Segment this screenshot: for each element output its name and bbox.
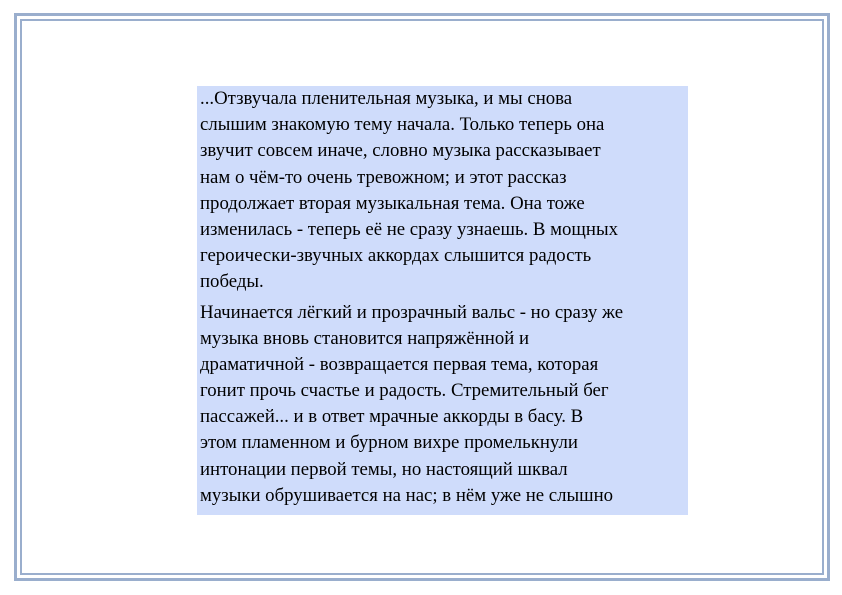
text-line: изменилась - теперь её не сразу узнаешь. В мощных	[200, 218, 618, 240]
text-line: музыки обрушивается на нас; в нём уже не слышно	[200, 484, 614, 506]
text-line: героически-звучных аккордах слышится радость	[200, 245, 592, 267]
text-line: продолжает вторая музыкальная тема. Она тоже	[200, 192, 585, 214]
text-line: интонации первой темы, но настоящий шквал	[200, 458, 568, 480]
text-line: слышим знакомую тему начала. Только теперь она	[200, 114, 605, 136]
text-line: драматичной - возвращается первая тема, которая	[200, 353, 599, 375]
text-line: музыка вновь становится напряжённой и	[200, 327, 530, 349]
text-line: победы.	[200, 271, 264, 293]
text-line: ...Отзвучала пленительная музыка, и мы снова	[200, 88, 573, 109]
text-box	[197, 86, 688, 515]
text-line: звучит совсем иначе, словно музыка рассказывает	[200, 140, 601, 162]
text-line: этом пламенном и бурном вихре промелькнули	[200, 432, 578, 454]
text-line: Начинается лёгкий и прозрачный вальс - но сразу же	[200, 301, 624, 323]
paragraph-1	[200, 86, 688, 296]
text-line: гонит прочь счастье и радость. Стремительный бег	[200, 380, 609, 402]
text-line: нам о чём-то очень тревожном; и этот рассказ	[200, 166, 567, 188]
paragraph-2	[200, 300, 688, 510]
text-line: пассажей... и в ответ мрачные аккорды в басу. В	[200, 406, 584, 428]
